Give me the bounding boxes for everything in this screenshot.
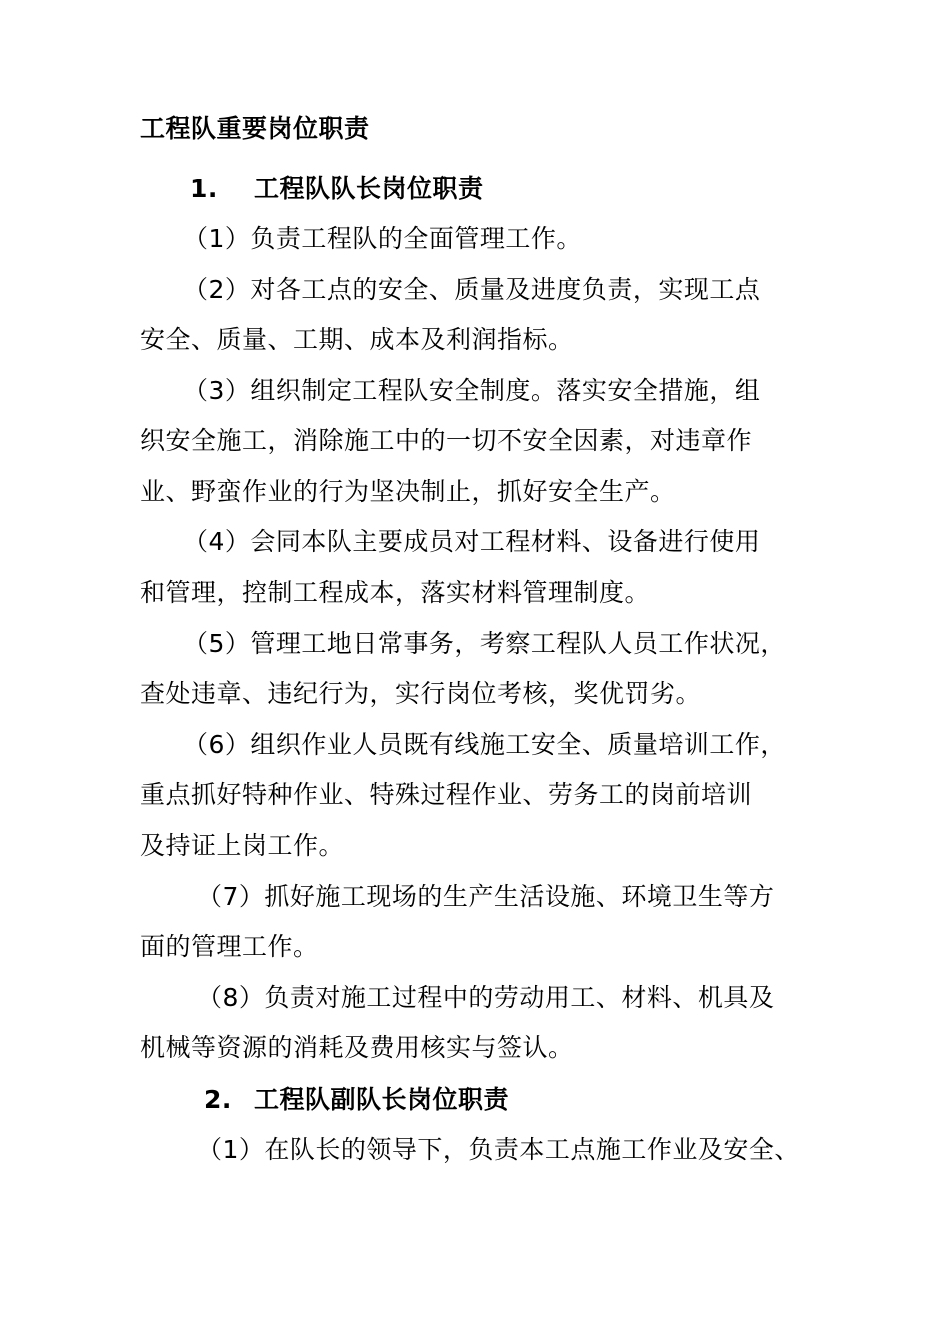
s1-item-7-line-2: 面的管理工作。	[140, 932, 319, 961]
section-1-number: 1.	[190, 174, 218, 203]
section-2-number: 2.	[204, 1085, 232, 1114]
s1-item-2-line-1: （2）对各工点的安全、质量及进度负责，实现工点	[183, 275, 761, 304]
s2-item-1-line-1: （1）在队长的领导下，负责本工点施工作业及安全、	[197, 1135, 800, 1164]
s1-item-6-line-1: （6）组织作业人员既有线施工安全、质量培训工作，	[183, 730, 786, 759]
document-title: 工程队重要岗位职责	[140, 114, 370, 143]
s1-item-4-line-2: 和管理，控制工程成本，落实材料管理制度。	[140, 578, 651, 607]
s1-item-2-line-2: 安全、质量、工期、成本及利润指标。	[140, 325, 574, 354]
s1-item-7-line-1: （7）抓好施工现场的生产生活设施、环境卫生等方	[197, 882, 775, 911]
section-1-heading	[190, 172, 484, 206]
s1-item-5-line-2: 查处违章、违纪行为，实行岗位考核，奖优罚劣。	[140, 679, 702, 708]
s1-item-3-line-1: （3）组织制定工程队安全制度。落实安全措施，组	[183, 376, 761, 405]
section-1-title: 工程队队长岗位职责	[254, 174, 484, 203]
s1-item-6-line-2: 重点抓好特种作业、特殊过程作业、劳务工的岗前培训	[140, 780, 753, 809]
section-2-heading	[204, 1083, 509, 1117]
s1-item-3-line-3: 业、野蛮作业的行为坚决制止，抓好安全生产。	[140, 477, 676, 506]
s1-item-1-line-1: （1）负责工程队的全面管理工作。	[183, 224, 582, 253]
s1-item-4-line-1: （4）会同本队主要成员对工程材料、设备进行使用	[183, 527, 761, 556]
s1-item-6-line-3: 及持证上岗工作。	[140, 831, 345, 860]
s1-item-5-line-1: （5）管理工地日常事务，考察工程队人员工作状况，	[183, 629, 786, 658]
s1-item-3-line-2: 织安全施工，消除施工中的一切不安全因素，对违章作	[140, 426, 753, 455]
s1-item-8-line-1: （8）负责对施工过程中的劳动用工、材料、机具及	[197, 983, 775, 1012]
section-2-title: 工程队副队长岗位职责	[254, 1085, 510, 1114]
s1-item-8-line-2: 机械等资源的消耗及费用核实与签认。	[140, 1033, 574, 1062]
